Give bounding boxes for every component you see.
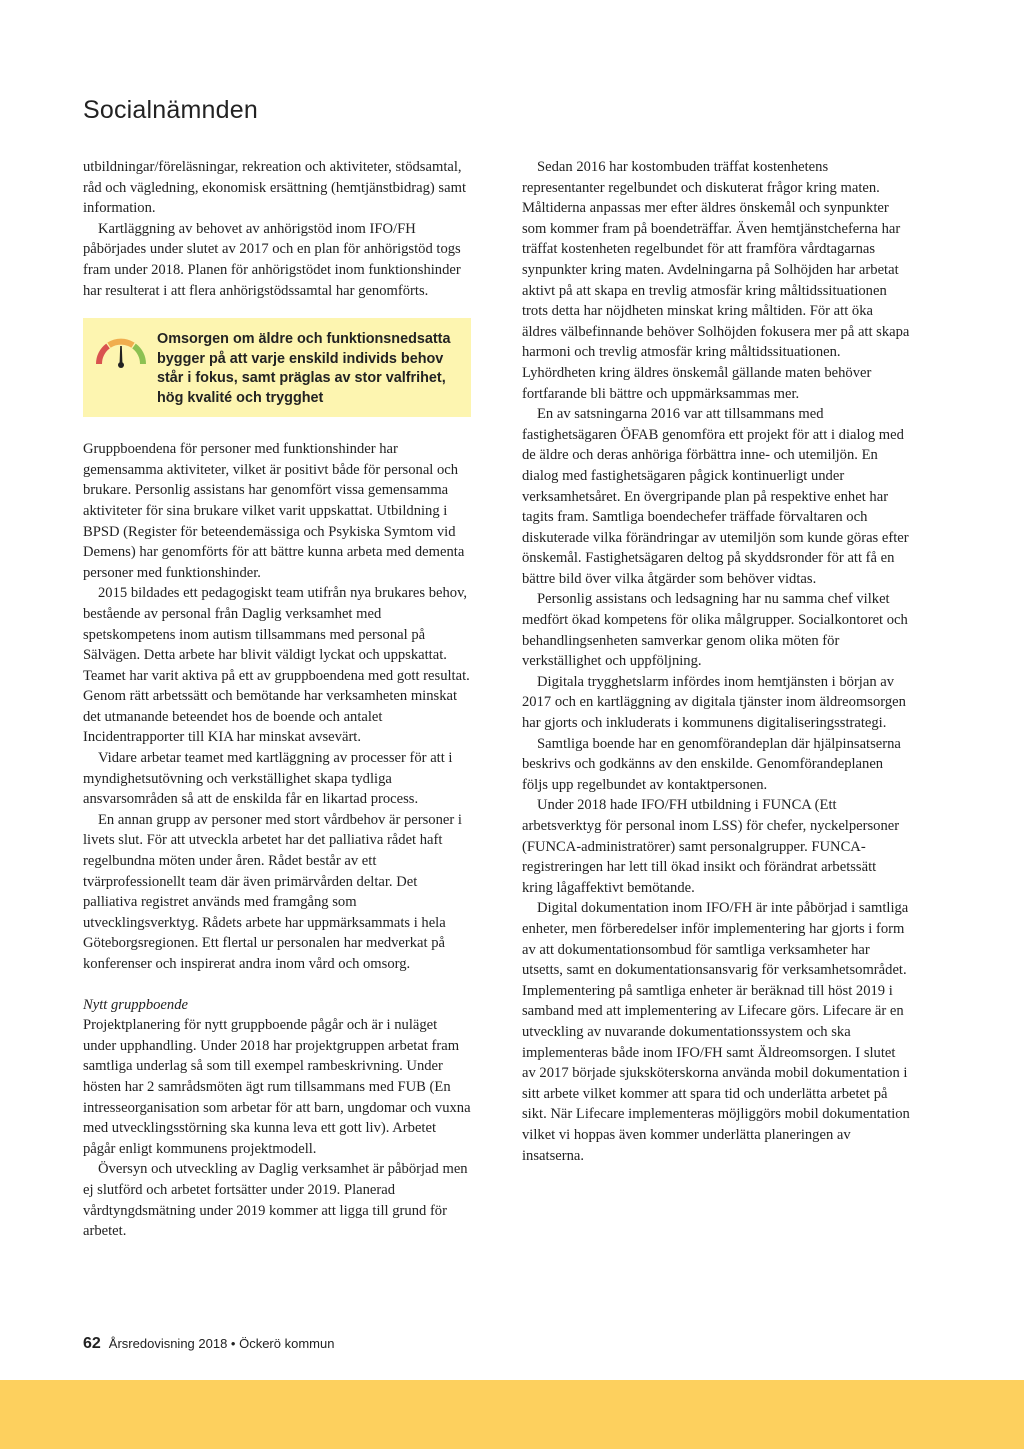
paragraph: Översyn och utveckling av Daglig verksamhet är påbörjad men ej slutförd och arbetet fortsätter under 2019. Planerad vårdtyngdsmätning under 2019 kommer att ligga till grund för arbetet. <box>83 1161 468 1240</box>
paragraph: Kartläggning av behovet av anhörigstöd inom IFO/FH påbörjades under slutet av 2017 och en plan för anhörigstöd togs fram under 2018. Planen för anhörigstödet inom funktionshinder har resulterat i att flera anhörigstödssamtal har genomförts. <box>83 220 461 299</box>
section-subheading: Nytt gruppboende <box>83 996 188 1013</box>
left-column <box>83 157 471 1242</box>
paragraph: Projektplanering för nytt gruppboende pågår och är i nuläget under upphandling. Under 2018 har projektgruppen arbetat fram samtliga underlag så som till exempel rambeskrivning. Under hösten har 2 samrådsmöten ägt rum tillsammans med FUB (En intresseorganisation som arbetar för att barn, ungdomar och vuxna med utvecklingsstörning ska kunna leva ett gott liv). Arbetet pågår enligt kommunens projektmodell. <box>83 1017 471 1157</box>
page-title: Socialnämnden <box>83 96 258 124</box>
paragraph: Digital dokumentation inom IFO/FH är inte påbörjad i samtliga enheter, men förberedelser inför implementering har gjorts i form av att dokumentationsombud för samtliga verksamheter har utsetts, samt en dokumentationsansvarig för verksamhetsområdet. Implementering på samtliga enheter är beräknad till höst 2019 i samband med att implementering av Lifecare görs. Lifecare är en utveckling av nuvarande dokumentationssystem och ska implementeras både inom IFO/FH samt Äldreomsorgen. I slutet av 2017 började sjuksköterskorna använda mobil dokumentation i sitt arbete vilket kommer att spara tid och underlätta arbetet på sikt. När Lifecare implementeras möjliggörs mobil dokumentation vilket vi hoppas även kommer underlätta planeringen av insatserna. <box>522 900 910 1164</box>
paragraph: Under 2018 hade IFO/FH utbildning i FUNCA (Ett arbetsverktyg för personal inom LSS) för chefer, nyckelpersoner (FUNCA-administratörer) samt personalgrupper. FUNCA-registreringen har lett till ökad insikt och förändrat arbetssätt kring lågaffektivt bemötande. <box>522 797 900 896</box>
paragraph: 2015 bildades ett pedagogiskt team utifrån nya brukares behov, bestående av personal från Daglig verksamhet med spetskompetens inom autism tillsammans med personal på Sälvägen. Detta arbete har blivit väldigt lyckat och uppskattat. Teamet har varit aktiva på ett av gruppboendena med gott resultat. Genom rätt arbetssätt och bemötande har verksamheten minskat det utmanande beteendet hos de boende och antalet Incidentrapporter till KIA har minskat avsevärt. <box>83 585 470 746</box>
paragraph: Personlig assistans och ledsagning har nu samma chef vilket medfört ökad kompetens för olika målgrupper. Socialkontoret och behandlingsenheten samverkar genom olika möten för verkställighet och uppföljning. <box>522 591 908 670</box>
right-column <box>522 157 910 1166</box>
page-footer <box>83 1335 334 1353</box>
paragraph: Vidare arbetar teamet med kartläggning av processer för att i myndighetsutövning och verkställighet skapa tydliga ansvarsområden så att de enskilda får en likartad process. <box>83 750 453 808</box>
page-number: 62 <box>83 1335 101 1352</box>
paragraph: Sedan 2016 har kostombuden träffat kostenhetens representanter regelbundet och diskuterat frågor kring maten. Måltiderna anpassas mer efter äldres önskemål och synpunkter som kommer fram på boendeträffar. Även hemtjänstcheferna har träffat kostenheten regelbundet för att framföra vårdtagarnas synpunkter kring maten. Avdelningarna på Solhöjden har arbetat aktivt på att skapa en trevlig atmosfär kring måltidssituationen trots detta har nöjdheten minskat kring måltiden. För att öka äldres välbefinnande behöver Solhöjden fokusera mer på att skapa harmoni och trevlig atmosfär kring måltidssituationen. Lyhördheten kring äldres önskemål gällande maten behöver fortfarande bli bättre och uppmärksammas mer. <box>522 159 910 402</box>
paragraph: Digitala trygghetslarm infördes inom hemtjänsten i början av 2017 och en kartläggning av digitala tjänster inom äldreomsorgen har gjorts och inkluderats i kommunens digitaliseringsstrategi. <box>522 673 906 732</box>
callout-box <box>83 318 471 417</box>
gauge-icon <box>93 332 149 368</box>
publication-title: Årsredovisning 2018 • Öckerö kommun <box>108 1336 335 1351</box>
paragraph: utbildningar/föreläsningar, rekreation och aktiviteter, stödsamtal, råd och vägledning, ekonomisk ersättning (hemtjänstbidrag) samt information. <box>83 159 466 217</box>
paragraph: Samtliga boende har en genomförandeplan där hjälpinsatserna beskrivs och godkänns av den enskilde. Genomförandeplanen följs upp regelbundet av kontaktpersonen. <box>522 735 901 793</box>
callout-text: Omsorgen om äldre och funktionsnedsatta bygger på att varje enskild individs behov står i fokus, samt präglas av stor valfrihet, hög kvalité och trygghet <box>157 331 451 406</box>
paragraph: En av satsningarna 2016 var att tillsammans med fastighetsägaren ÖFAB genomföra ett projekt för att i dialog med de äldre och deras anhöriga förbättra inne- och utemiljön. En dialog med fastighetsägaren pågick kontinuerligt under verksamhetsåret. En övergripande plan på respektive enhet har tagits fram. Samtliga boendechefer träffade förvaltaren och diskuterade vilka förändringar av utemiljön som kunde göras efter önskemål. Fastighetsägaren deltog på skyddsronder för att få en bättre bild över vilka åtgärder som behöver vidtas. <box>522 406 909 587</box>
paragraph: En annan grupp av personer med stort vårdbehov är personer i livets slut. För att utveckla arbetet har det palliativa rådet haft regelbundna möten under åren. Rådet består av ett tvärprofessionellt team där även primärvården deltar. Det palliativa registret används med framgång som utvecklingsverktyg. Rådets arbete har uppmärksammats i hela Göteborgsregionen. Ett flertal ur personalen har medverkat på konferenser och inspirerat andra inom vård och omsorg. <box>83 811 462 972</box>
paragraph: Gruppboendena för personer med funktionshinder har gemensamma aktiviteter, vilket är positivt både för personal och brukare. Personlig assistans har genomfört vissa gemensamma aktiviteter för sina brukare vilket varit uppskattat. Utbildning i BPSD (Register för beteendemässiga och Psykiska Symtom vid Demens) har genomförts för att bättre kunna arbeta med dementa personer med funktionshinder. <box>83 441 465 581</box>
bottom-color-band <box>0 1380 1024 1449</box>
